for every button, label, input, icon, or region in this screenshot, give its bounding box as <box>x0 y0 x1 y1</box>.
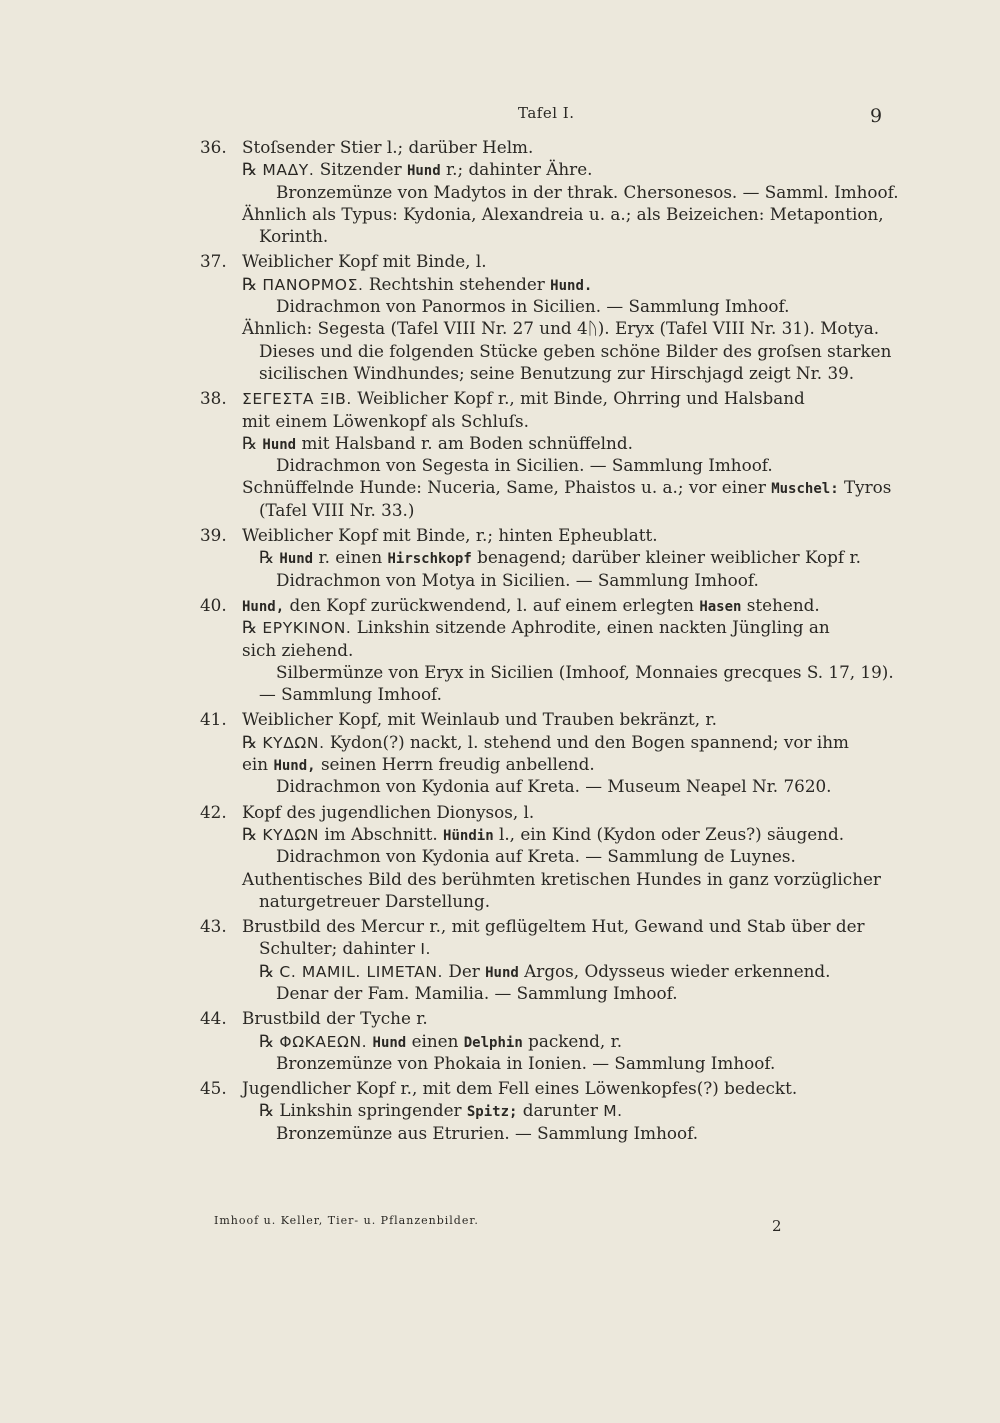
text-segment: ℞ Linkshin springender <box>259 1100 467 1121</box>
text-segment: — Sammlung Imhoof. <box>259 684 443 705</box>
entry-text <box>242 317 879 339</box>
coin-legend: ΚΥΔΩΝ. <box>262 733 325 752</box>
text-segment: Weiblicher Kopf mit Binde, r.; hinten Epheublatt. <box>242 525 658 546</box>
text-segment: ein <box>242 754 274 775</box>
entry-line <box>0 273 1000 295</box>
entry-line <box>0 250 1000 272</box>
coin-legend: M. <box>603 1102 623 1121</box>
entry-line <box>0 937 1000 959</box>
entry-line <box>0 982 1000 1004</box>
text-segment: sicilischen Windhundes; seine Benutzung zur Hirschjagd zeigt Nr. 39. <box>259 362 855 383</box>
entry-text <box>242 203 884 225</box>
text-segment: ℞ <box>242 731 263 752</box>
entry-text <box>242 915 865 937</box>
keyword-term: Hirschkopf <box>387 551 472 568</box>
text-segment: l., ein Kind (Kydon oder Zeus?) säugend. <box>493 823 845 844</box>
entry-number: 38. <box>200 388 227 409</box>
entry-line <box>0 890 1000 912</box>
entry-text <box>242 616 830 639</box>
keyword-term: Spitz; <box>466 1104 518 1121</box>
text-segment: ℞ <box>242 432 263 453</box>
text-segment: den Kopf zurückwendend, l. auf einem erlegten <box>284 594 700 615</box>
entry-line <box>0 476 1000 498</box>
keyword-term: Hund. <box>550 277 593 294</box>
entry-number: 42. <box>200 801 227 822</box>
text-segment: Brustbild des Mercur r., mit geflügeltem Hut, Gewand und Stab über der <box>242 916 865 937</box>
coin-legend: ΚΥΔΩΝ <box>262 825 320 844</box>
text-segment: Bronzemünze aus Etrurien. — Sammlung Imhoof. <box>276 1122 699 1143</box>
entry-number: 37. <box>200 251 227 272</box>
entry-line <box>0 410 1000 432</box>
entry-line <box>0 181 1000 203</box>
coin-legend: ΠΑΝΟΡΜΟΣ. <box>262 275 364 294</box>
text-segment: Stoſsender Stier l.; darüber Helm. <box>242 137 534 157</box>
entry-text <box>242 1077 797 1099</box>
text-segment: ℞ <box>242 273 263 294</box>
entry-line <box>0 432 1000 454</box>
text-segment: Rechtshin stehender <box>363 273 551 294</box>
entry-text <box>242 273 592 297</box>
entry-text <box>242 801 534 823</box>
keyword-term: Hasen <box>699 598 742 615</box>
keyword-term: Delphin <box>463 1034 523 1051</box>
entry-line <box>0 731 1000 753</box>
entry-line <box>0 295 1000 317</box>
entry-text <box>259 362 854 384</box>
text-segment: ℞ <box>242 823 263 844</box>
page-header <box>0 104 1000 128</box>
keyword-term: Hund, <box>242 598 285 615</box>
text-segment: Schnüffelnde Hunde: Nuceria, Same, Phaistos u. a.; vor einer <box>242 477 772 498</box>
catalog-entries <box>0 136 1000 1144</box>
text-segment: ℞ <box>242 159 263 180</box>
entry-line <box>0 801 1000 823</box>
text-segment: ℞ <box>259 960 280 981</box>
entry-text <box>242 387 805 410</box>
keyword-term: Hund <box>279 551 314 568</box>
text-segment: r. einen <box>313 547 388 568</box>
entry-line <box>0 1007 1000 1029</box>
entry-line <box>0 387 1000 409</box>
entry-line <box>0 524 1000 546</box>
entry-text <box>242 731 849 754</box>
text-segment: Linkshin sitzende Aphrodite, einen nackten Jüngling an <box>351 617 830 638</box>
entry-line <box>0 639 1000 661</box>
entry-text <box>259 937 431 960</box>
entry-text <box>242 868 881 890</box>
entry-text <box>276 1122 698 1144</box>
entry-text <box>259 683 442 705</box>
text-segment: seinen Herrn freudig anbellend. <box>315 754 595 775</box>
entry-text <box>242 476 891 500</box>
text-segment: einen <box>406 1030 464 1051</box>
entry-line <box>0 683 1000 705</box>
text-segment: Silbermünze von Eryx in Sicilien (Imhoof, Monnaies grecques S. 17, 19). <box>276 661 894 682</box>
entry-number: 39. <box>200 525 227 546</box>
text-segment: Ähnlich: Segesta (Tafel VIII Nr. 27 und 4ᚢ). Eryx (Tafel VIII Nr. 31). Motya. <box>242 318 880 339</box>
text-segment: Schulter; dahinter <box>259 938 421 959</box>
text-segment: Jugendlicher Kopf r., mit dem Fell eines Löwenkopfes(?) bedeckt. <box>242 1078 798 1099</box>
entry-line <box>0 753 1000 775</box>
keyword-term: Hund <box>262 436 297 453</box>
text-segment: ℞ <box>259 547 280 568</box>
text-segment: Didrachmon von Panormos in Sicilien. — Sammlung Imhoof. <box>276 296 790 317</box>
entry-line <box>0 708 1000 730</box>
text-segment: mit einem Löwenkopf als Schluſs. <box>242 410 529 431</box>
entry-text <box>242 250 487 272</box>
entry-text <box>276 295 789 317</box>
text-segment: Korinth. <box>259 226 329 247</box>
text-segment: darunter <box>517 1100 604 1121</box>
entry-text <box>276 1052 775 1074</box>
entry-number: 41. <box>200 709 227 730</box>
entry-line <box>0 915 1000 937</box>
keyword-term: Hündin <box>443 827 494 844</box>
text-segment: stehend. <box>741 594 820 615</box>
page-number: 9 <box>870 105 883 127</box>
entry-line <box>0 1122 1000 1144</box>
text-segment: Authentisches Bild des berühmten kretischen Hundes in ganz vorzüglicher <box>242 868 881 889</box>
entry-number: 40. <box>200 594 227 615</box>
entry-line <box>0 362 1000 384</box>
page-footer <box>0 1214 1000 1234</box>
coin-legend: ΜΑΔΥ. <box>262 161 315 180</box>
entry-line <box>0 661 1000 683</box>
keyword-term: Hund <box>372 1034 407 1051</box>
entry-line <box>0 158 1000 180</box>
coin-legend: C. MAMIL. LIMETAN. <box>279 962 444 981</box>
entry-text <box>242 432 633 456</box>
text-segment: im Abschnitt. <box>319 823 444 844</box>
entry-text <box>259 499 414 521</box>
text-segment: Brustbild der Tyche r. <box>242 1008 428 1029</box>
text-segment: Bronzemünze von Phokaia in Ionien. — Sammlung Imhoof. <box>276 1052 776 1073</box>
text-segment: Bronzemünze von Madytos in der thrak. Chersonesos. — Samml. Imhoof. <box>276 181 899 202</box>
entry-text <box>276 181 899 203</box>
entry-text <box>259 225 328 247</box>
entry-text <box>242 594 820 618</box>
coin-legend: ΣΕΓΕΣΤΑ ΞΙΒ. <box>242 390 352 409</box>
entry-line <box>0 823 1000 845</box>
text-segment: Didrachmon von Motya in Sicilien. — Sammlung Imhoof. <box>276 569 759 590</box>
text-segment: Ähnlich als Typus: Kydonia, Alexandreia u. a.; als Beizeichen: Metapontion, <box>242 203 884 224</box>
keyword-term: Hund, <box>273 758 316 775</box>
entry-text <box>259 1099 623 1123</box>
entry-line <box>0 594 1000 616</box>
sheet-signature: 2 <box>772 1217 782 1235</box>
entry-line <box>0 499 1000 521</box>
text-segment: Weiblicher Kopf r., mit Binde, Ohrring und Halsband <box>351 388 805 409</box>
entry-line <box>0 569 1000 591</box>
entry-line <box>0 1077 1000 1099</box>
entry-text <box>242 410 529 432</box>
entry-text <box>242 708 717 730</box>
coin-legend: ΕΡΥΚΙΝΟΝ. <box>262 619 352 638</box>
keyword-term: Hund <box>406 163 441 180</box>
entry-line <box>0 960 1000 982</box>
text-segment: naturgetreuer Darstellung. <box>259 890 491 911</box>
entry-text <box>276 845 796 867</box>
entry-text <box>242 823 844 847</box>
entry-text <box>276 569 759 591</box>
entry-text <box>259 960 831 984</box>
running-title: Tafel I. <box>518 104 575 122</box>
text-segment: packend, r. <box>522 1030 623 1051</box>
text-segment: sich ziehend. <box>242 639 354 660</box>
text-segment: Der <box>443 960 486 981</box>
entry-line <box>0 546 1000 568</box>
entry-text <box>242 753 595 777</box>
text-segment: mit Halsband r. am Boden schnüffelnd. <box>296 432 633 453</box>
entry-text <box>259 890 490 912</box>
entry-text <box>242 524 658 546</box>
entry-line <box>0 1030 1000 1052</box>
entry-number: 36. <box>200 137 227 157</box>
entry-text <box>259 546 861 570</box>
text-segment: ℞ <box>259 1030 280 1051</box>
coin-legend: ΦΩΚΑΕΩΝ. <box>279 1032 368 1051</box>
entry-line <box>0 225 1000 247</box>
entry-line <box>0 317 1000 339</box>
coin-legend: I. <box>420 940 432 959</box>
entry-line <box>0 775 1000 797</box>
text-segment: Didrachmon von Kydonia auf Kreta. — Museum Neapel Nr. 7620. <box>276 776 832 797</box>
text-segment: Didrachmon von Segesta in Sicilien. — Sammlung Imhoof. <box>276 455 773 476</box>
entry-text <box>259 340 891 362</box>
entry-number: 44. <box>200 1008 227 1029</box>
text-segment: Kopf des jugendlichen Dionysos, l. <box>242 801 535 822</box>
entry-line <box>0 136 1000 158</box>
entry-line <box>0 454 1000 476</box>
entry-text <box>242 136 533 158</box>
entry-line <box>0 616 1000 638</box>
text-segment: Didrachmon von Kydonia auf Kreta. — Sammlung de Luynes. <box>276 846 796 867</box>
entry-number: 45. <box>200 1078 227 1099</box>
entry-line <box>0 868 1000 890</box>
entry-text <box>242 158 592 182</box>
entry-line <box>0 1052 1000 1074</box>
text-segment: Denar der Fam. Mamilia. — Sammlung Imhoof. <box>276 982 678 1003</box>
text-segment: ℞ <box>242 617 263 638</box>
text-segment: Argos, Odysseus wieder erkennend. <box>518 960 831 981</box>
footer-source-line: Imhoof u. Keller, Tier- u. Pflanzenbilder. <box>214 1214 479 1227</box>
entry-line <box>0 845 1000 867</box>
entry-text <box>259 1030 622 1054</box>
text-segment: Weiblicher Kopf mit Binde, l. <box>242 251 487 272</box>
keyword-term: Hund <box>485 964 519 981</box>
entry-text <box>242 1007 428 1029</box>
text-segment: benagend; darüber kleiner weiblicher Kopf r. <box>471 547 861 568</box>
entry-text <box>276 775 832 797</box>
entry-text <box>276 982 678 1004</box>
text-segment: Kydon(?) nackt, l. stehend und den Bogen spannend; vor ihm <box>324 731 849 752</box>
text-segment: Weiblicher Kopf, mit Weinlaub und Trauben bekränzt, r. <box>242 709 717 730</box>
entry-number: 43. <box>200 916 227 937</box>
text-segment: r.; dahinter Ähre. <box>440 159 593 180</box>
entry-text <box>276 661 894 683</box>
entry-text <box>242 639 353 661</box>
entry-line <box>0 203 1000 225</box>
text-segment: Dieses und die folgenden Stücke geben schöne Bilder des groſsen starken <box>259 340 892 361</box>
text-segment: Sitzender <box>314 159 407 180</box>
keyword-term: Muschel: <box>771 481 839 498</box>
text-segment: Tyros <box>838 477 892 498</box>
text-segment: (Tafel VIII Nr. 33.) <box>259 499 415 520</box>
entry-line <box>0 1099 1000 1121</box>
entry-text <box>276 454 773 476</box>
entry-line <box>0 340 1000 362</box>
